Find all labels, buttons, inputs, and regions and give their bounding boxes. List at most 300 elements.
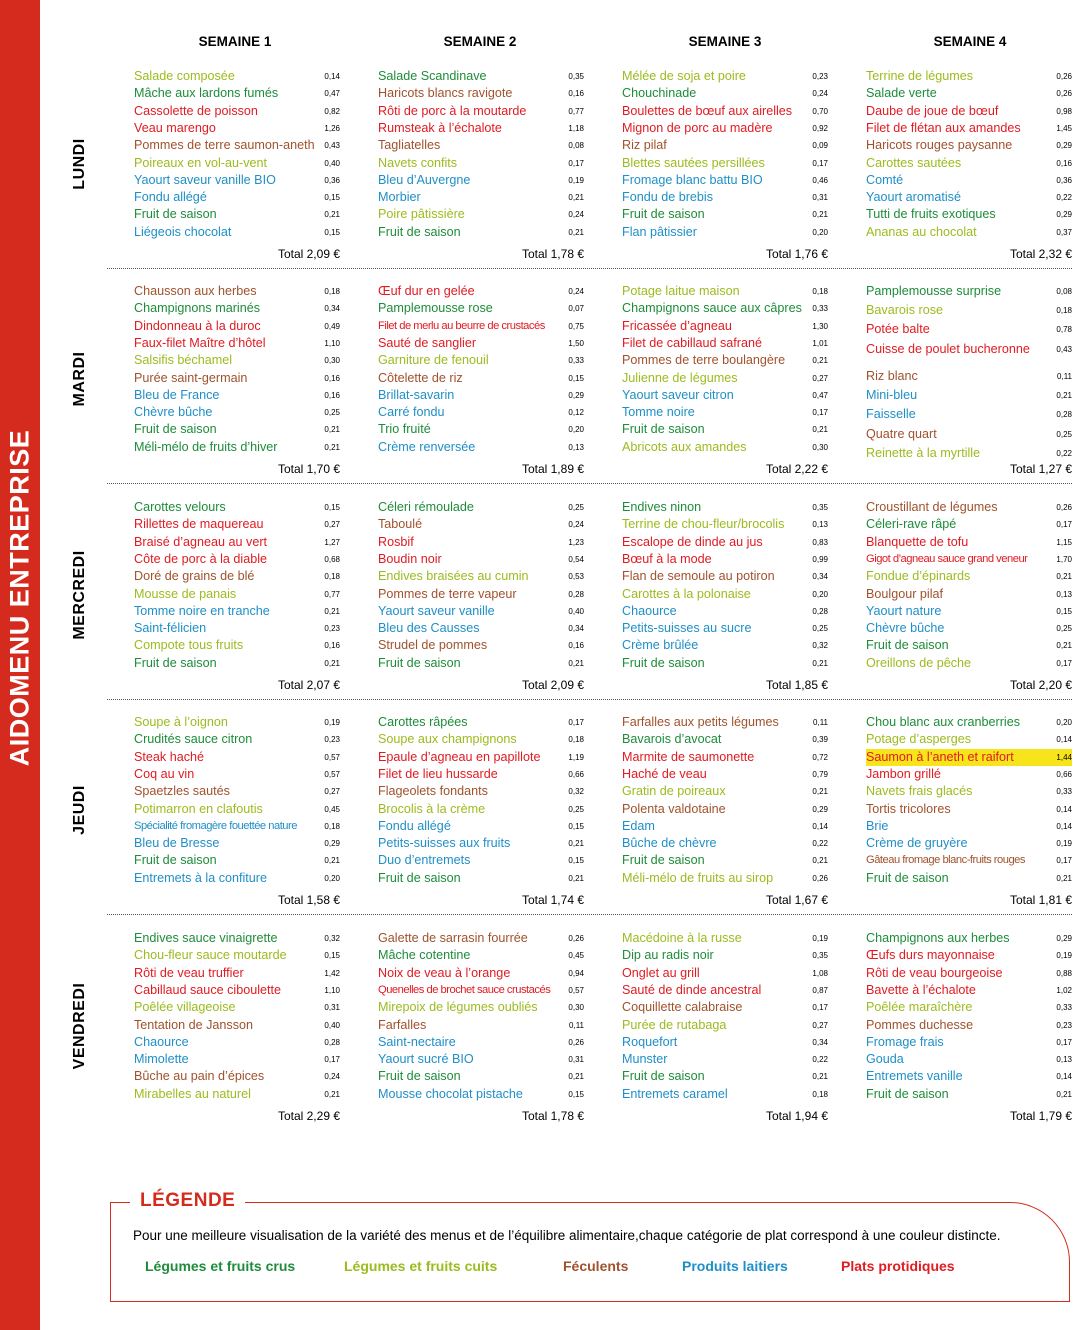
menu-item	[134, 1017, 340, 1034]
dish-price: 0,19	[568, 175, 584, 185]
dish-price: 0,28	[812, 606, 828, 616]
menu-item	[134, 603, 340, 620]
dish-price: 0,24	[812, 89, 828, 99]
dish-price: 0,33	[812, 304, 828, 314]
dish-name: Bœuf à la mode	[622, 551, 712, 566]
menu-item	[134, 534, 340, 551]
dish-price: 0,36	[1056, 175, 1072, 185]
menu-item	[622, 370, 828, 387]
menu-item	[622, 982, 828, 999]
day-name: MERCREDI	[71, 549, 88, 640]
menu-item	[134, 801, 340, 818]
dish-price: 0,35	[812, 951, 828, 961]
dish-name: Edam	[622, 818, 655, 833]
menu-item	[866, 283, 1072, 300]
dish-price: 0,25	[1056, 624, 1072, 634]
dish-price: 0,28	[1056, 410, 1072, 420]
dish-price: 0,17	[1056, 658, 1072, 668]
dish-name: Rumsteak à l’échalote	[378, 120, 502, 135]
menu-item	[134, 189, 340, 206]
dish-name: Fruit de saison	[378, 870, 461, 885]
day-divider	[107, 268, 1072, 269]
dish-price: 0,21	[812, 787, 828, 797]
dish-name: Fruit de saison	[378, 1069, 461, 1084]
menu-item	[622, 318, 828, 335]
menu-item	[378, 189, 584, 206]
dish-name: Fromage blanc battu BIO	[622, 172, 763, 187]
dish-name: Blanquette de tofu	[866, 534, 969, 549]
dish-price: 0,21	[812, 658, 828, 668]
dish-price: 0,21	[812, 856, 828, 866]
dish-name: Fruit de saison	[866, 638, 949, 653]
menu-item	[378, 283, 584, 300]
dish-name: Abricots aux amandes	[622, 439, 747, 454]
menu-item	[134, 637, 340, 654]
dish-name: Tomme noire	[622, 405, 695, 420]
dish-price: 0,25	[568, 804, 584, 814]
menu-item	[378, 965, 584, 982]
menu-item	[134, 930, 340, 947]
dish-name: Purée saint-germain	[134, 370, 248, 385]
dish-name: Boudin noir	[378, 551, 442, 566]
dish-price: 0,15	[1056, 606, 1072, 616]
dish-price: 0,21	[1056, 572, 1072, 582]
day-total: Total 1,27 €	[1009, 462, 1072, 476]
dish-name: Saumon à l’aneth et raifort	[866, 749, 1014, 764]
dish-name: Mousse chocolat pistache	[378, 1086, 523, 1101]
dish-name: Potage laitue maison	[622, 284, 740, 298]
dish-name: Fruit de saison	[134, 655, 217, 670]
day-total: Total 1,85 €	[765, 678, 828, 692]
menu-item	[378, 1068, 584, 1085]
dish-price: 0,40	[324, 158, 340, 168]
menu-item	[866, 801, 1072, 818]
dish-price: 0,26	[568, 934, 584, 943]
dish-name: Bleu des Causses	[378, 621, 480, 636]
dish-name: Mimolette	[134, 1052, 189, 1067]
menu-item	[378, 335, 584, 352]
menu-item	[866, 516, 1072, 533]
dish-name: Cassolette de poisson	[134, 103, 258, 118]
menu-item	[622, 1051, 828, 1068]
dish-price: 0,47	[324, 89, 340, 99]
menu-item	[378, 120, 584, 137]
dish-name: Dindonneau à la duroc	[134, 318, 261, 333]
dish-price: 0,40	[568, 606, 584, 616]
dish-price: 0,87	[812, 985, 828, 995]
dish-price: 0,40	[324, 1020, 340, 1030]
menu-item	[134, 439, 340, 456]
dish-price: 0,53	[568, 572, 584, 582]
dish-price: 0,24	[568, 210, 584, 220]
dish-name: Galette de sarrasin fourrée	[378, 931, 528, 945]
menu-item	[866, 1086, 1072, 1103]
dish-name: Fondu allégé	[378, 818, 451, 833]
menu-item	[378, 421, 584, 438]
dish-price: 0,21	[568, 658, 584, 668]
dish-name: Mousse de panais	[134, 586, 237, 601]
menu-item	[378, 999, 584, 1016]
menu-item	[622, 1068, 828, 1085]
menu-item	[378, 224, 584, 241]
day-label-mardi	[60, 283, 100, 499]
dish-name: Morbier	[378, 190, 421, 205]
dish-price: 0,13	[568, 442, 584, 452]
dish-price: 1,44	[1056, 752, 1072, 762]
dish-name: Filet de lieu hussarde	[378, 766, 498, 781]
dish-price: 0,34	[324, 304, 340, 314]
menu-item	[622, 870, 828, 887]
dish-name: Yaourt nature	[866, 603, 942, 618]
dish-name: Bûche de chèvre	[622, 836, 717, 851]
menu-item	[378, 499, 584, 516]
dish-price: 0,28	[324, 1037, 340, 1047]
dish-price: 0,57	[324, 752, 340, 762]
menu-item	[866, 155, 1072, 172]
dish-price: 0,15	[324, 503, 340, 512]
dish-name: Terrine de légumes	[866, 69, 974, 83]
dish-name: Oreillons de pêche	[866, 655, 972, 670]
dish-price: 1,19	[568, 752, 584, 762]
menu-item	[378, 534, 584, 551]
menu-item	[134, 283, 340, 300]
menu-item	[866, 783, 1072, 800]
dish-name: Julienne de légumes	[622, 370, 738, 385]
dish-price: 0,46	[812, 175, 828, 185]
menu-item	[866, 568, 1072, 585]
dish-name: Trio fruité	[378, 422, 431, 437]
dish-price: 0,17	[568, 158, 584, 168]
week-header-1: SEMAINE 1	[198, 34, 272, 49]
day-label-jeudi	[60, 714, 100, 930]
dish-price: 0,27	[812, 373, 828, 383]
menu-item	[378, 947, 584, 964]
menu-item	[866, 637, 1072, 654]
menu-item	[866, 406, 1072, 423]
menu-item	[622, 1017, 828, 1034]
menu-item	[866, 321, 1072, 338]
day-total: Total 1,79 €	[1009, 1109, 1072, 1123]
dish-price: 0,32	[324, 934, 340, 943]
dish-name: Tortis tricolores	[866, 801, 951, 816]
menu-item	[378, 749, 584, 766]
dish-price: 0,15	[324, 227, 340, 237]
week-header-2: SEMAINE 2	[443, 34, 517, 49]
menu-item	[622, 930, 828, 947]
dish-name: Salade composée	[134, 69, 235, 83]
dish-name: Gratin de poireaux	[622, 784, 726, 799]
dish-price: 0,25	[324, 408, 340, 418]
dish-name: Mâche cotentine	[378, 948, 471, 963]
dish-name: Riz pilaf	[622, 138, 667, 153]
menu-item	[622, 103, 828, 120]
dish-name: Faisselle	[866, 407, 916, 422]
dish-name: Mirepoix de légumes oubliés	[378, 1000, 538, 1015]
dish-price: 0,27	[812, 1020, 828, 1030]
day-label-lundi	[60, 68, 100, 284]
dish-price: 0,14	[1056, 735, 1072, 745]
dish-name: Coq au vin	[134, 766, 195, 781]
menu-item	[622, 516, 828, 533]
menu-item	[866, 445, 1072, 462]
dish-price: 0,72	[812, 752, 828, 762]
dish-price: 0,32	[568, 787, 584, 797]
dish-name: Champignons sauce aux câpres	[622, 301, 802, 316]
dish-price: 0,21	[812, 356, 828, 366]
dish-price: 0,14	[1056, 821, 1072, 831]
dish-price: 1,15	[1056, 537, 1072, 547]
menu-item	[378, 603, 584, 620]
dish-price: 0,29	[568, 390, 584, 400]
dish-price: 0,33	[568, 356, 584, 366]
dish-name: Mignon de porc au madère	[622, 120, 773, 135]
dish-price: 0,09	[812, 141, 828, 151]
dish-price: 0,66	[568, 769, 584, 779]
dish-name: Tentation de Jansson	[134, 1017, 254, 1032]
dish-name: Champignons marinés	[134, 301, 260, 316]
menu-item	[378, 801, 584, 818]
day-name: JEUDI	[71, 785, 88, 835]
dish-name: Rôti de veau bourgeoise	[866, 965, 1003, 980]
dish-price: 0,14	[1056, 1072, 1072, 1082]
dish-price: 0,27	[324, 520, 340, 530]
dish-price: 0,17	[812, 1003, 828, 1013]
menu-item	[866, 172, 1072, 189]
dish-price: 0,11	[569, 1020, 584, 1030]
dish-name: Fruit de saison	[378, 224, 461, 239]
dish-price: 0,77	[324, 589, 340, 599]
day-total: Total 1,74 €	[521, 893, 584, 907]
dish-price: 0,23	[812, 72, 828, 81]
dish-name: Fruit de saison	[622, 655, 705, 670]
dish-price: 0,32	[812, 641, 828, 651]
dish-name: Méli-mélo de fruits d’hiver	[134, 439, 278, 454]
sidebar-band	[0, 0, 40, 1330]
dish-name: Haricots blancs ravigote	[378, 86, 513, 101]
menu-item	[866, 206, 1072, 223]
dish-name: Doré de grains de blé	[134, 569, 255, 584]
dish-name: Epaule d’agneau en papillote	[378, 749, 541, 764]
dish-price: 0,15	[568, 373, 584, 383]
dish-name: Spaetzles sautés	[134, 784, 230, 799]
dish-price: 1,08	[812, 968, 828, 978]
dish-price: 0,23	[324, 624, 340, 634]
menu-item	[378, 568, 584, 585]
dish-name: Rillettes de maquereau	[134, 517, 264, 532]
dish-name: Yaourt sucré BIO	[378, 1052, 474, 1067]
menu-item	[622, 620, 828, 637]
dish-name: Gigot d’agneau sauce grand veneur	[866, 552, 1028, 565]
menu-item	[622, 85, 828, 102]
dish-name: Terrine de chou-fleur/brocolis	[622, 517, 785, 532]
dish-name: Cabillaud sauce ciboulette	[134, 982, 282, 997]
day-total: Total 1,58 €	[277, 893, 340, 907]
dish-price: 0,21	[324, 210, 340, 220]
dish-price: 0,17	[568, 718, 584, 727]
dish-name: Filet de cabillaud safrané	[622, 335, 763, 350]
dish-price: 0,94	[568, 968, 584, 978]
dish-name: Fruit de saison	[622, 1069, 705, 1084]
dish-name: Salsifis béchamel	[134, 353, 232, 368]
menu-item	[622, 404, 828, 421]
menu-item	[134, 749, 340, 766]
dish-price: 0,25	[1056, 429, 1072, 439]
dish-price: 0,45	[324, 804, 340, 814]
dish-name: Rôti de veau truffier	[134, 965, 244, 980]
dish-price: 1,18	[568, 123, 584, 133]
dish-price: 0,14	[1056, 804, 1072, 814]
menu-item	[134, 586, 340, 603]
menu-item	[134, 731, 340, 748]
menu-item	[866, 965, 1072, 982]
menu-item	[378, 1086, 584, 1103]
menu-item	[866, 426, 1072, 443]
menu-item	[622, 172, 828, 189]
menu-item	[866, 714, 1072, 731]
menu-item	[622, 818, 828, 835]
menu-item	[622, 534, 828, 551]
dish-price: 1,10	[324, 985, 340, 995]
dish-price: 0,18	[324, 287, 340, 296]
dish-name: Entremets à la confiture	[134, 870, 267, 885]
menu-item	[622, 421, 828, 438]
dish-name: Mini-bleu	[866, 388, 918, 403]
menu-item	[622, 731, 828, 748]
day-total: Total 1,89 €	[521, 462, 584, 476]
menu-item	[866, 930, 1072, 947]
dish-name: Fruit de saison	[622, 422, 705, 437]
menu-item	[622, 603, 828, 620]
dish-name: Fondue d’épinards	[866, 569, 971, 584]
dish-name: Onglet au grill	[622, 965, 700, 980]
dish-price: 0,20	[568, 425, 584, 435]
dish-price: 0,22	[1056, 448, 1072, 458]
dish-name: Navets confits	[378, 155, 458, 170]
dish-name: Fricassée d’agneau	[622, 318, 732, 333]
menu-item	[134, 499, 340, 516]
menu-item	[866, 620, 1072, 637]
dish-price: 1,26	[324, 123, 340, 133]
menu-item	[134, 818, 340, 835]
dish-price: 0,19	[1056, 951, 1072, 961]
menu-item	[378, 172, 584, 189]
menu-item	[866, 534, 1072, 551]
day-divider	[107, 483, 1072, 484]
dish-name: Chou-fleur sauce moutarde	[134, 948, 287, 963]
dish-name: Tutti de fruits exotiques	[866, 207, 996, 222]
dish-price: 0,08	[568, 141, 584, 151]
dish-name: Gâteau fromage blanc-fruits rouges	[866, 854, 1025, 867]
dish-price: 0,20	[1056, 718, 1072, 727]
menu-item	[134, 172, 340, 189]
dish-price: 0,99	[812, 554, 828, 564]
day-total: Total 1,78 €	[521, 247, 584, 261]
menu-item	[134, 318, 340, 335]
dish-name: Mâche aux lardons fumés	[134, 86, 279, 101]
dish-price: 0,26	[1056, 503, 1072, 512]
dish-price: 0,77	[568, 106, 584, 116]
menu-item	[866, 852, 1072, 869]
dish-name: Tomme noire en tranche	[134, 603, 270, 618]
dish-name: Soupe aux champignons	[378, 732, 517, 747]
dish-price: 0,24	[568, 520, 584, 530]
dish-price: 0,25	[812, 624, 828, 634]
dish-name: Mirabelles au naturel	[134, 1086, 251, 1101]
menu-item	[134, 1051, 340, 1068]
dish-price: 0,30	[324, 356, 340, 366]
dish-price: 0,23	[1056, 1020, 1072, 1030]
dish-price: 0,39	[812, 735, 828, 745]
menu-item	[866, 499, 1072, 516]
dish-price: 1,27	[324, 537, 340, 547]
menu-item	[622, 335, 828, 352]
menu-item	[622, 439, 828, 456]
dish-price: 0,57	[324, 769, 340, 779]
menu-item	[378, 870, 584, 887]
dish-name: Escalope de dinde au jus	[622, 534, 763, 549]
dish-name: Bleu de France	[134, 387, 220, 402]
legend-item-lait: Produits laitiers	[682, 1258, 788, 1274]
dish-price: 0,17	[324, 1055, 340, 1065]
dish-name: Farfalles	[378, 1017, 427, 1032]
dish-price: 0,13	[1056, 1055, 1072, 1065]
dish-name: Œufs durs mayonnaise	[866, 948, 995, 963]
dish-name: Sauté de dinde ancestral	[622, 982, 762, 997]
menu-item	[134, 352, 340, 369]
dish-price: 0,18	[324, 821, 340, 831]
dish-price: 0,15	[568, 821, 584, 831]
day-name: LUNDI	[71, 138, 88, 190]
dish-price: 0,15	[324, 193, 340, 203]
menu-item	[134, 300, 340, 317]
legend-item-prot: Plats protidiques	[841, 1258, 955, 1274]
menu-item	[378, 516, 584, 533]
dish-name: Brocolis à la crème	[378, 801, 486, 816]
dish-name: Crème renversée	[378, 439, 476, 454]
dish-price: 0,78	[1056, 325, 1072, 335]
dish-price: 0,18	[812, 1089, 828, 1099]
dish-name: Potée balte	[866, 322, 930, 337]
dish-price: 0,26	[1056, 72, 1072, 81]
menu-item	[134, 568, 340, 585]
dish-price: 0,35	[812, 503, 828, 512]
dish-price: 0,11	[813, 718, 828, 727]
dish-name: Carottes velours	[134, 500, 226, 514]
menu-item	[622, 801, 828, 818]
dish-name: Chaource	[134, 1034, 189, 1049]
dish-name: Flageolets fondants	[378, 784, 488, 799]
dish-name: Yaourt saveur citron	[622, 387, 734, 402]
dish-name: Fruit de saison	[134, 207, 217, 222]
dish-price: 0,21	[568, 873, 584, 883]
menu-item	[378, 370, 584, 387]
day-total: Total 2,29 €	[277, 1109, 340, 1123]
dish-name: Pommes de terre vapeur	[378, 586, 517, 601]
dish-price: 0,24	[324, 1072, 340, 1082]
dish-name: Cuisse de poulet bucheronne	[866, 341, 1030, 356]
week-header-4: SEMAINE 4	[933, 34, 1007, 49]
menu-item	[378, 766, 584, 783]
dish-name: Crème de gruyère	[866, 836, 968, 851]
menu-item	[378, 1017, 584, 1034]
dish-name: Entremets vanille	[866, 1069, 963, 1084]
menu-item	[622, 637, 828, 654]
dish-name: Macédoine à la russe	[622, 931, 742, 945]
dish-name: Endives sauce vinaigrette	[134, 931, 278, 945]
dish-price: 0,70	[812, 106, 828, 116]
dish-price: 0,21	[324, 442, 340, 452]
dish-name: Rôti de porc à la moutarde	[378, 103, 527, 118]
